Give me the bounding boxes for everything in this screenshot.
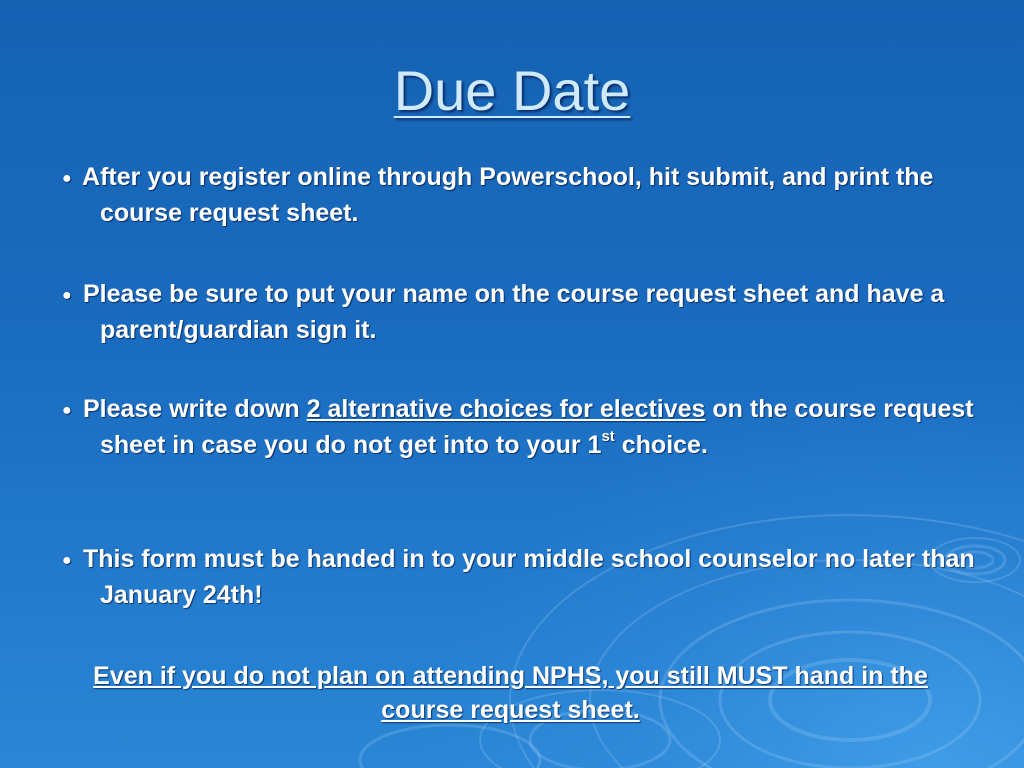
bullet-item — [62, 392, 1005, 462]
bullet-item — [62, 160, 1005, 230]
emphasis-link-text: 2 alternative choices for electives — [306, 395, 706, 423]
bullet-item — [62, 277, 1005, 347]
important-note: Even if you do not plan on attending NPHS, you still MUST hand in the course request sheet. — [93, 662, 928, 724]
bullet-text: Please be sure to put your name on the course request sheet and have a parent/guardian sign it. — [82, 280, 945, 344]
bullet-dot: ● — [62, 402, 72, 419]
bullet-text: This form must be handed in to your middle school counselor no later than January 24th! — [82, 545, 975, 609]
ordinal-superscript: st — [601, 428, 615, 445]
slide-title: Due Date — [393, 59, 631, 122]
bullet-dot: ● — [62, 170, 72, 187]
bullet-dot: ● — [62, 287, 72, 304]
bullet-item — [62, 542, 1005, 612]
bullet-dot: ● — [62, 552, 72, 569]
bullet-text: on the course request sheet in case you do not get into to your 1 — [100, 395, 974, 459]
bullet-text: Please write down — [82, 395, 307, 423]
bullet-text: After you register online through Powerschool, hit submit, and print the course request sheet. — [82, 163, 934, 227]
bullet-text: choice. — [614, 431, 708, 459]
